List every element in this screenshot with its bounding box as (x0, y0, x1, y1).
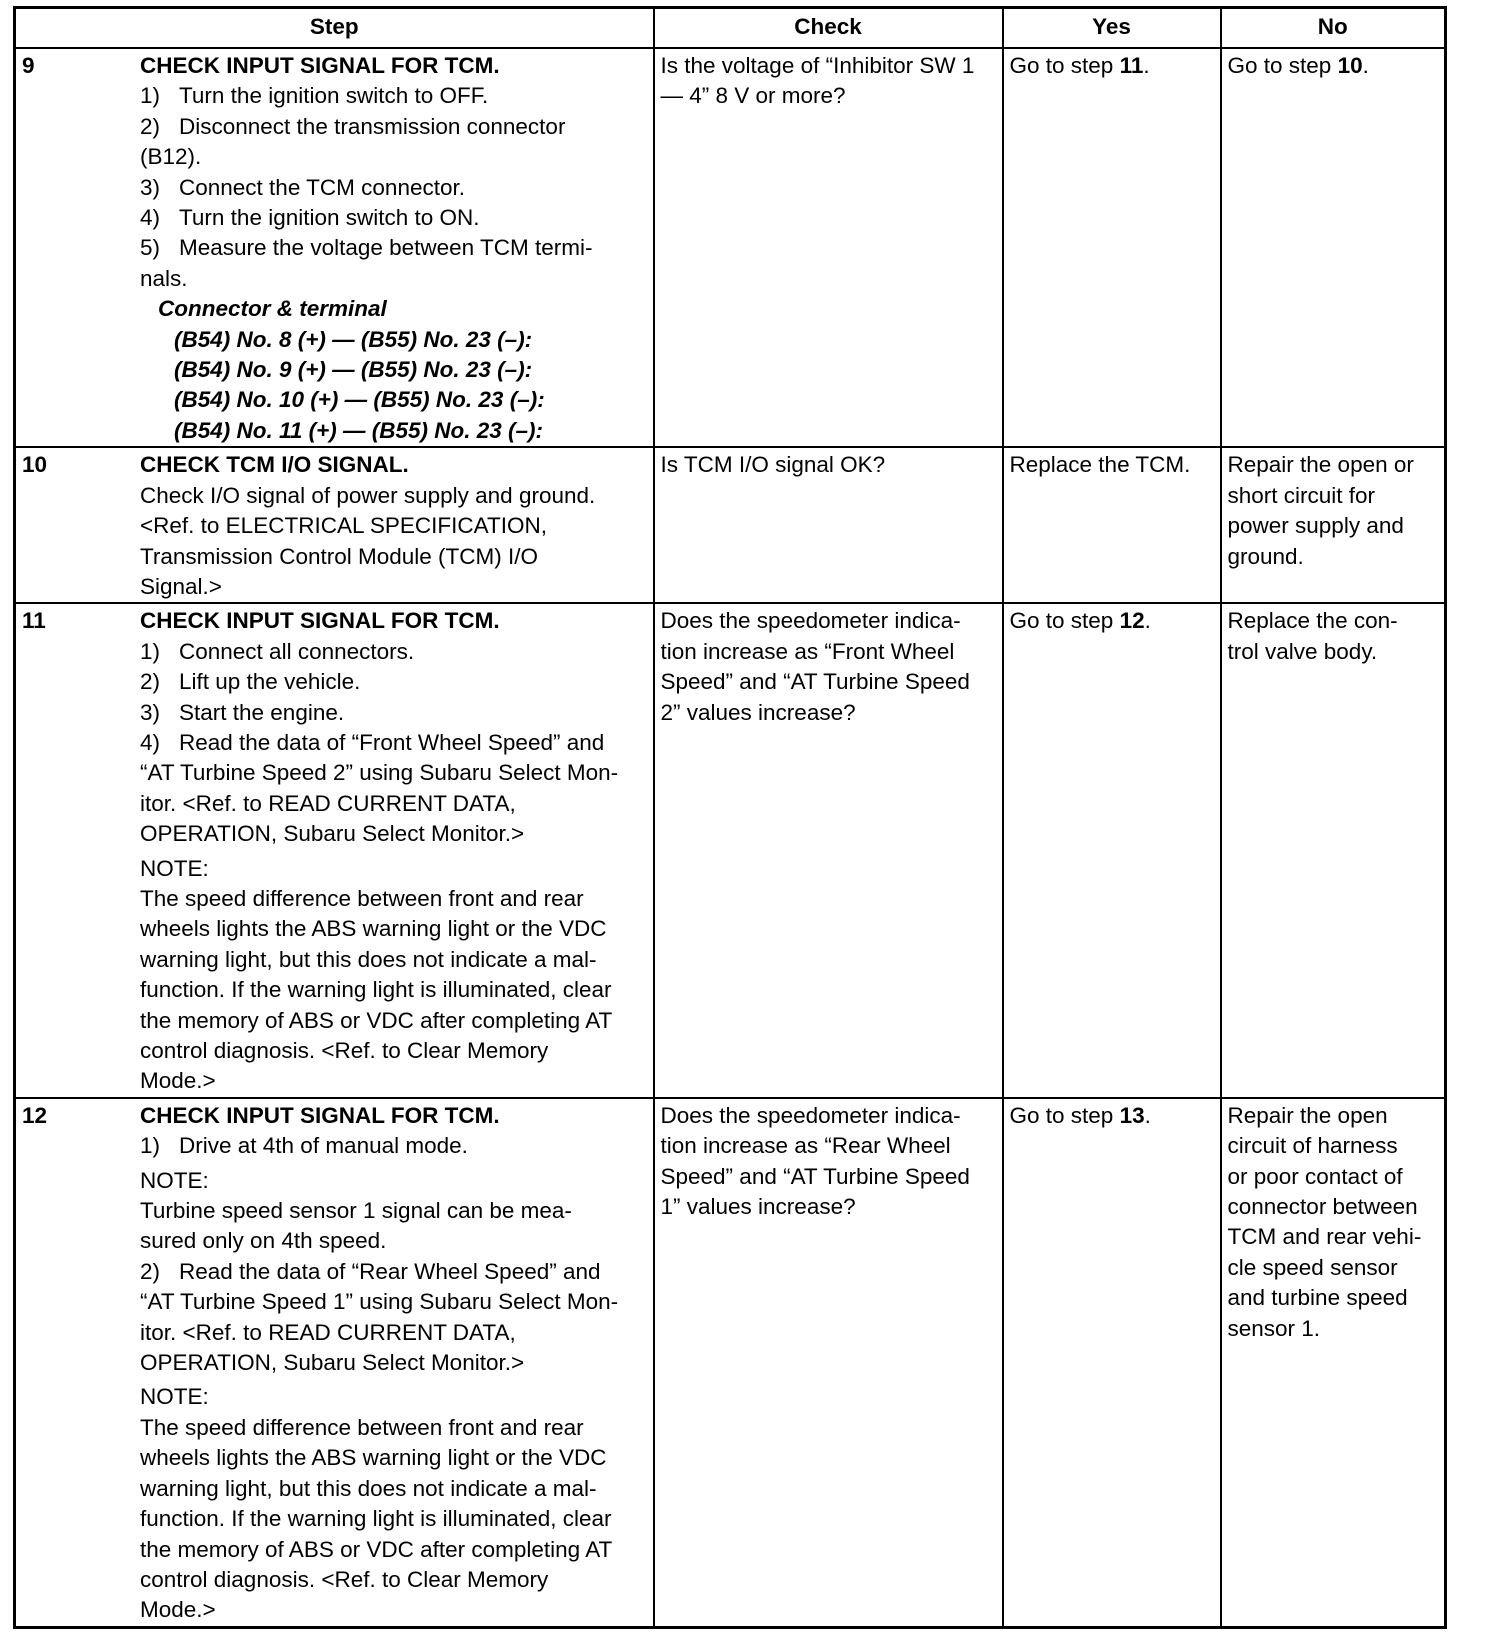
no-cell: Go to step 10. (1221, 48, 1446, 447)
sub-step: 2) Read the data of “Rear Wheel Speed” and (140, 1258, 601, 1284)
step-reference: 12 (1119, 608, 1145, 634)
sub-step: 3) Connect the TCM connector. (140, 174, 465, 200)
connector-terminal-line: (B54) No. 10 (+) — (B55) No. 23 (–): (174, 387, 545, 413)
note-text: the memory of ABS or VDC after completing AT (140, 1536, 613, 1562)
step-cell: 12 CHECK INPUT SIGNAL FOR TCM. 1) Drive at 4th of manual mode. NOTE: Turbine speed sensor 1 signal can be mea- sured only on 4th speed. 2) Read the data of “Rear Wheel Speed” and “AT Turbine Speed 1” using Subaru Select Mon- itor. <Ref. to READ CURRENT DATA, OPERATION, Subaru Select Monitor.> NOTE: The speed difference between front and rear wheels lights the ABS warning light or the VDC warning light, but this does not indicate a mal- function. If the warning light is illuminated, clear the memory of ABS or VDC after completing AT control diagnosis. <Ref. to Clear Memory Mode.> (15, 1098, 654, 1627)
note-label: NOTE: (140, 1384, 209, 1410)
note-text: The speed difference between front and rear (140, 1414, 584, 1440)
no-cell: Replace the con- trol valve body. (1221, 603, 1446, 1098)
step-title: CHECK INPUT SIGNAL FOR TCM. (140, 608, 500, 634)
sub-step-continued: nals. (140, 265, 188, 291)
header-yes: Yes (1003, 8, 1221, 49)
note-text: function. If the warning light is illuminated, clear (140, 977, 612, 1003)
diagnostic-table (13, 6, 1447, 1629)
table-row (15, 48, 1446, 447)
note-text: warning light, but this does not indicate a mal- (140, 946, 597, 972)
step-number: 12 (22, 1102, 48, 1128)
note-text: control diagnosis. <Ref. to Clear Memory (140, 1566, 549, 1592)
step-cell: 11 CHECK INPUT SIGNAL FOR TCM. 1) Connect all connectors. 2) Lift up the vehicle. 3) Start the engine. 4) Read the data of “Front Wheel Speed” and “AT Turbine Speed 2” using Subaru Select Mon- itor. <Ref. to READ CURRENT DATA, OPERATION, Subaru Select Monitor.> NOTE: The speed difference between front and rear wheels lights the ABS warning light or the VDC warning light, but this does not indicate a mal- function. If the warning light is illuminated, clear the memory of ABS or VDC after completing AT control diagnosis. <Ref. to Clear Memory Mode.> (15, 603, 654, 1098)
step-number: 10 (22, 452, 48, 478)
sub-step: 4) Turn the ignition switch to ON. (140, 205, 480, 231)
table-row (15, 603, 1446, 1098)
note-text: Turbine speed sensor 1 signal can be mea- (140, 1198, 572, 1224)
step-reference: 11 (1119, 53, 1144, 78)
note-text: wheels lights the ABS warning light or the VDC (140, 916, 607, 942)
step-number: 9 (22, 53, 35, 78)
yes-cell: Replace the TCM. (1003, 447, 1221, 603)
step-title: CHECK INPUT SIGNAL FOR TCM. (140, 53, 500, 78)
no-cell: Repair the open or short circuit for power supply and ground. (1221, 447, 1446, 603)
note-text: Mode.> (140, 1068, 216, 1094)
no-cell: Repair the open circuit of harness or poor contact of connector between TCM and rear vehi- cle speed sensor and turbine speed sensor 1. (1221, 1098, 1446, 1627)
step-title: CHECK TCM I/O SIGNAL. (140, 452, 409, 478)
step-title: CHECK INPUT SIGNAL FOR TCM. (140, 1102, 500, 1128)
sub-step: 3) Start the engine. (140, 699, 345, 725)
note-label: NOTE: (140, 855, 209, 881)
header-no: No (1221, 8, 1446, 49)
note-text: The speed difference between front and rear (140, 885, 584, 911)
sub-step: 1) Connect all connectors. (140, 638, 415, 664)
sub-step: 2) Disconnect the transmission connector (140, 113, 566, 139)
connector-terminal-line: (B54) No. 8 (+) — (B55) No. 23 (–): (174, 326, 533, 352)
step-reference: 13 (1119, 1102, 1145, 1128)
note-text: wheels lights the ABS warning light or the VDC (140, 1445, 607, 1471)
check-cell: Does the speedometer indica- tion increase as “Rear Wheel Speed” and “AT Turbine Speed 1” values increase? (654, 1098, 1003, 1627)
connector-terminal-line: (B54) No. 11 (+) — (B55) No. 23 (–): (174, 417, 544, 443)
sub-step: 1) Turn the ignition switch to OFF. (140, 83, 489, 109)
note-text: Mode.> (140, 1597, 216, 1623)
note-label: NOTE: (140, 1167, 209, 1193)
note-text: warning light, but this does not indicate a mal- (140, 1475, 597, 1501)
header-check: Check (654, 8, 1003, 49)
check-cell: Does the speedometer indica- tion increase as “Front Wheel Speed” and “AT Turbine Speed 2” values increase? (654, 603, 1003, 1098)
sub-step: 1) Drive at 4th of manual mode. (140, 1133, 468, 1159)
sub-step: 4) Read the data of “Front Wheel Speed” and (140, 729, 605, 755)
check-cell: Is the voltage of “Inhibitor SW 1 — 4” 8 V or more? (654, 48, 1003, 447)
note-text: the memory of ABS or VDC after completing AT (140, 1007, 613, 1033)
table-row (15, 447, 1446, 603)
yes-cell: Go to step 13. (1003, 1098, 1221, 1627)
connector-terminal-heading: Connector & terminal (158, 296, 387, 322)
sub-step: 5) Measure the voltage between TCM termi- (140, 235, 593, 261)
connector-terminal-line: (B54) No. 9 (+) — (B55) No. 23 (–): (174, 357, 533, 383)
header-row (15, 8, 1446, 49)
step-cell (15, 48, 654, 447)
table-row (15, 1098, 1446, 1627)
sub-step-continued: (B12). (140, 144, 202, 170)
header-step: Step (15, 8, 654, 49)
yes-cell: Go to step 11. (1003, 48, 1221, 447)
step-reference: 10 (1337, 53, 1363, 78)
note-text: function. If the warning light is illuminated, clear (140, 1506, 612, 1532)
note-text: control diagnosis. <Ref. to Clear Memory (140, 1038, 549, 1063)
sub-step: 2) Lift up the vehicle. (140, 669, 361, 695)
check-cell: Is TCM I/O signal OK? (654, 447, 1003, 603)
step-cell: 10 CHECK TCM I/O SIGNAL. Check I/O signal of power supply and ground. <Ref. to ELECTRICAL SPECIFICATION, Transmission Control Module (TCM) I/O Signal.> (15, 447, 654, 603)
yes-cell: Go to step 12. (1003, 603, 1221, 1098)
step-number: 11 (22, 608, 46, 634)
note-text: sured only on 4th speed. (140, 1228, 387, 1254)
